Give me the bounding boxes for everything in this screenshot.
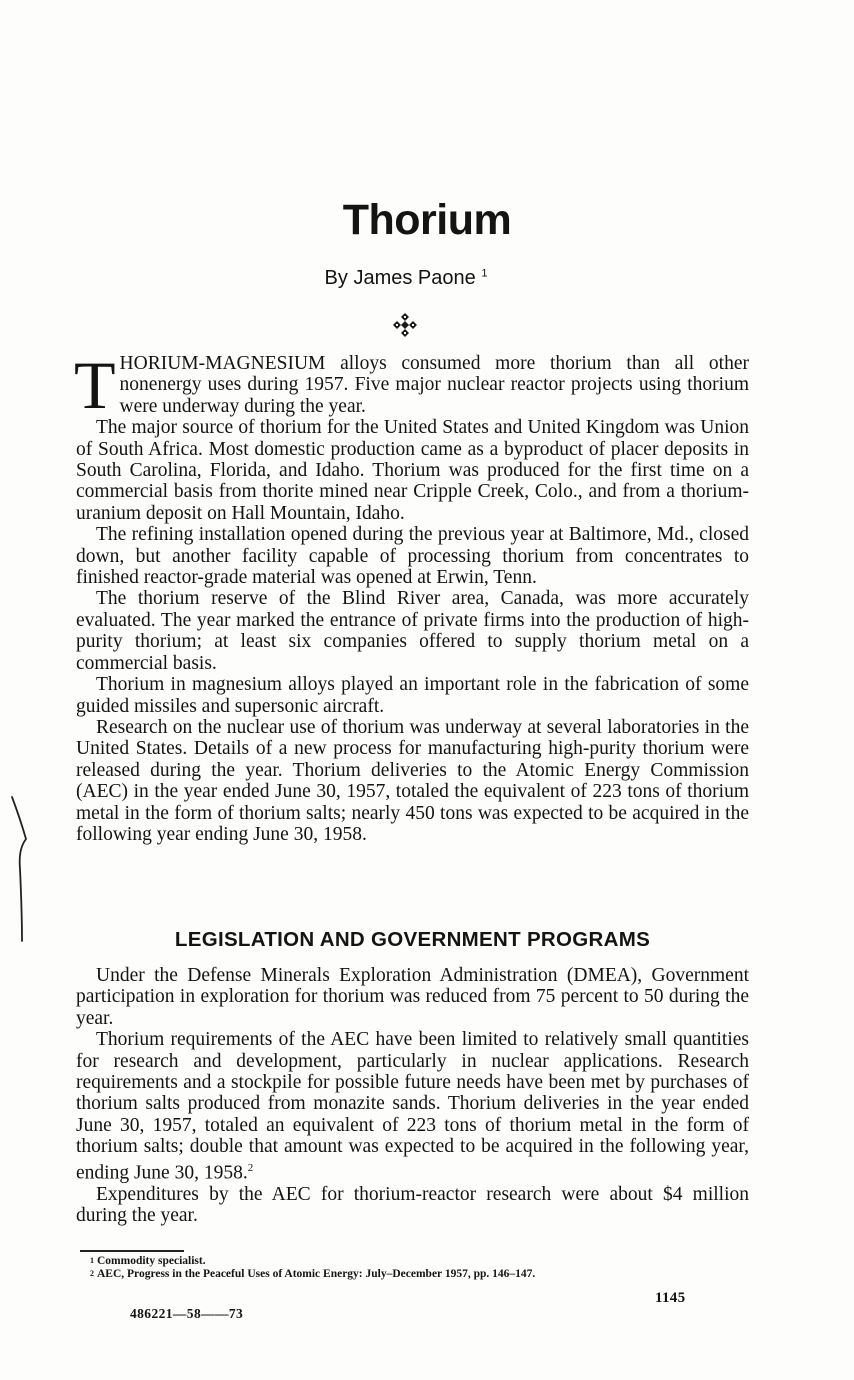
byline-footnote-ref: 1	[481, 267, 488, 280]
footnote-ref-2: 2	[247, 1161, 254, 1174]
lead-paragraph-text: HORIUM-MAGNESIUM alloys consumed more thorium than all other nonenergy uses during 1957. Five major nuclear reactor projects using thorium were underway during the year.	[119, 353, 749, 417]
paragraph-expenditures: Expenditures by the AEC for thorium-reactor research were about $4 million during the year.	[76, 1183, 749, 1226]
byline-text: By James Paone	[324, 267, 476, 289]
paragraph-dmea: Under the Defense Minerals Exploration Administration (DMEA), Government participation in exploration for thorium was reduced from 75 percent to 50 during the year.	[76, 965, 749, 1029]
paragraph-sources: The major source of thorium for the United States and United Kingdom was Union of South Africa. Most domestic production came as a byproduct of placer deposits in South Carolina, Florida, and Idaho. Thorium was produced for the first time on a commercial basis from thorite mined near Cripple Creek, Colo., and from a thorium-uranium deposit on Hall Mountain, Idaho.	[76, 417, 749, 524]
footnote-1	[90, 1255, 730, 1268]
footnote-1-number: 1	[90, 1256, 94, 1265]
footnote-1-text: Commodity specialist.	[97, 1255, 206, 1267]
section-heading: LEGISLATION AND GOVERNMENT PROGRAMS	[174, 928, 651, 951]
margin-pencil-mark	[6, 795, 46, 945]
footnotes	[90, 1255, 730, 1280]
print-code: 486221—58——73	[130, 1306, 244, 1321]
four-diamond-ornament-icon	[392, 312, 418, 338]
intro-section	[74, 347, 749, 845]
drop-cap: T	[74, 347, 116, 423]
page-title: Thorium	[342, 196, 512, 244]
footnote-2-text: AEC, Progress in the Peaceful Uses of Atomic Energy: July–December 1957, pp. 146–147.	[97, 1267, 536, 1280]
footnote-divider	[80, 1250, 184, 1252]
paragraph-aec-requirements	[76, 1029, 749, 1183]
author-byline	[0, 267, 808, 290]
legislation-section	[76, 965, 749, 1226]
paragraph-refining: The refining installation opened during the previous year at Baltimore, Md., closed down, but another facility capable of processing thorium from concentrates to finished reactor-grade material was opened at Erwin, Tenn.	[76, 524, 749, 589]
footnote-2	[90, 1268, 730, 1281]
paragraph-research: Research on the nuclear use of thorium was underway at several laboratories in the United States. Details of a new process for manufacturing high-purity thorium were released during the year. Thorium deliveries to the Atomic Energy Commission (AEC) in the year ended June 30, 1957, totaled the equivalent of 223 tons of thorium metal in the form of thorium salts; nearly 450 tons was expected to be acquired in the following year ending June 30, 1958.	[76, 716, 749, 845]
footnote-2-number: 2	[90, 1268, 94, 1278]
paragraph-alloys: Thorium in magnesium alloys played an important role in the fabrication of some guided missiles and supersonic aircraft.	[76, 674, 749, 717]
paragraph-reserves: The thorium reserve of the Blind River area, Canada, was more accurately evaluated. The year marked the entrance of private firms into the production of high-purity thorium; at least six companies offered to supply thorium metal on a commercial basis.	[76, 588, 749, 674]
lead-paragraph	[74, 347, 749, 423]
page-number: 1145	[655, 1290, 686, 1306]
paragraph-aec-requirements-text: Thorium requirements of the AEC have been limited to relatively small quantities for research and development, particularly in nuclear applications. Research requirements and a stockpile for possible future needs have been met by purchases of thorium salts produced from monazite sands. Thorium deliveries in the year ended June 30, 1957, totaled an equivalent of 223 tons of thorium metal in the form of thorium salts; double that amount was expected to be acquired in the following year, ending June 30, 1958.	[76, 1029, 749, 1184]
